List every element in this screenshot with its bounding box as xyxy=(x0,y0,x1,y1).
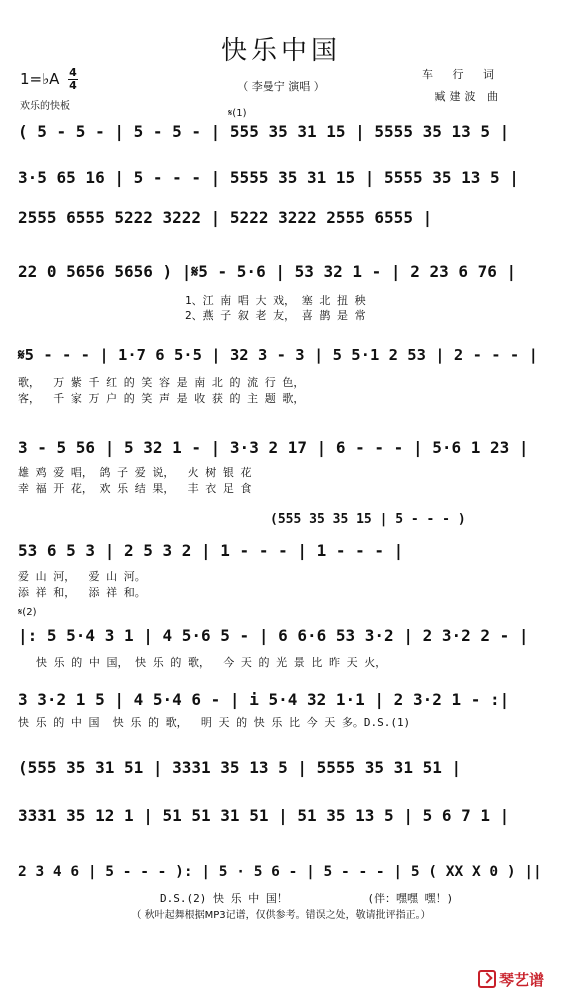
score-line-6: 3 - 5 56 | 5 32 1 - | 3·3 2 17 | 6 - - - | 5·6 1 23 | xyxy=(18,438,529,457)
score-line-7: 53 6 5 3 | 2 5 3 2 | 1 - - - | 1 - - - | xyxy=(18,541,404,560)
lyric-verse1-line4: 爱 山 河， 爱 山 河。 xyxy=(18,570,146,583)
key-signature: 1=♭A xyxy=(20,70,60,88)
lyric-verse1-line1: 1、江 南 唱 大 戏， 塞 北 扭 秧 xyxy=(185,294,366,307)
lyric-verse2-line2: 客， 千 家 万 户 的 笑 声 是 收 获 的 主 题 歌， xyxy=(18,392,305,405)
score-line-10: (555 35 31 51 | 3331 35 13 5 | 5555 35 31 51 | xyxy=(18,758,462,777)
bracket-line: (555 35 35 15 | 5 - - - ) xyxy=(270,512,466,527)
lyric-ending: D.S.(2) 快 乐 中 国！ (伴：嘿嘿 嘿！) xyxy=(160,892,454,905)
lyric-chorus-line1: 快 乐 的 中 国， 快 乐 的 歌， 今 天 的 光 景 比 昨 天 火， xyxy=(36,656,387,669)
score-line-12: 2 3 4 6 | 5 - - - ): | 5 · 5 6 - | 5 - - - | 5 ( XX X 0 ) || xyxy=(18,864,542,880)
composer-credit: 臧建波 曲 xyxy=(434,90,502,103)
segno-mark-2: 𝄋(2) xyxy=(18,607,37,618)
lyric-verse2-line3: 幸 福 开 花， 欢 乐 结 果， 丰 衣 足 食 xyxy=(18,482,252,495)
score-line-9: 3 3·2 1 5 | 4 5·4 6 - | i 5·4 32 1·1 | 2 3·2 1 - :| xyxy=(18,690,510,709)
transcription-note: （ 秋叶起舞根据MP3记谱，仅供参考。错误之处，敬请批评指正。） xyxy=(131,910,431,921)
lyric-verse1-line3: 雄 鸡 爱 唱， 鸽 子 爱 说， 火 树 银 花 xyxy=(18,466,252,479)
lyricist-credit: 车 行 词 xyxy=(422,68,502,81)
segno-mark-1: 𝄋(1) xyxy=(228,108,247,119)
time-signature-top: 4 xyxy=(69,66,77,79)
score-line-1: ( 5 - 5 - | 5 - 5 - | 555 35 31 15 | 5555 35 13 5 | xyxy=(18,122,510,141)
tempo-marking: 欢乐的快板 xyxy=(20,101,70,112)
logo-text: 琴艺谱 xyxy=(498,971,544,989)
logo-icon xyxy=(478,970,496,988)
time-signature-bottom: 4 xyxy=(69,79,77,92)
score-line-11: 3331 35 12 1 | 51 51 31 51 | 51 35 13 5 | 5 6 7 1 | xyxy=(18,806,510,825)
song-title: 快乐中国 xyxy=(220,36,341,66)
lyric-chorus-line2: 快 乐 的 中 国 快 乐 的 歌， 明 天 的 快 乐 比 今 天 多。D.S.(1) xyxy=(18,716,411,729)
score-line-2: 3·5 65 16 | 5 - - - | 5555 35 31 15 | 5555 35 13 5 | xyxy=(18,168,519,187)
score-line-3: 2555 6555 5222 3222 | 5222 3222 2555 6555 | xyxy=(18,208,433,227)
score-line-4: 22 0 5656 5656 ) |𝄋5 - 5·6 | 53 32 1 - | 2 23 6 76 | xyxy=(18,262,517,281)
score-line-8: |: 5 5·4 3 1 | 4 5·6 5 - | 6 6·6 53 3·2 | 2 3·2 2 - | xyxy=(18,626,529,645)
lyric-verse1-line2: 歌， 万 紫 千 红 的 笑 容 是 南 北 的 流 行 色， xyxy=(18,376,305,389)
time-signature xyxy=(68,68,78,91)
qinyipu-logo xyxy=(478,969,544,990)
lyric-verse2-line1: 2、燕 子 叙 老 友， 喜 鹊 是 常 xyxy=(185,309,366,322)
lyric-verse2-line4: 添 祥 和， 添 祥 和。 xyxy=(18,586,146,599)
performer-subtitle: （ 李曼宁 演唱 ） xyxy=(237,80,325,93)
score-line-5: 𝄋5 - - - | 1·7 6 5·5 | 32 3 - 3 | 5 5·1 2 53 | 2 - - - | xyxy=(18,346,538,364)
